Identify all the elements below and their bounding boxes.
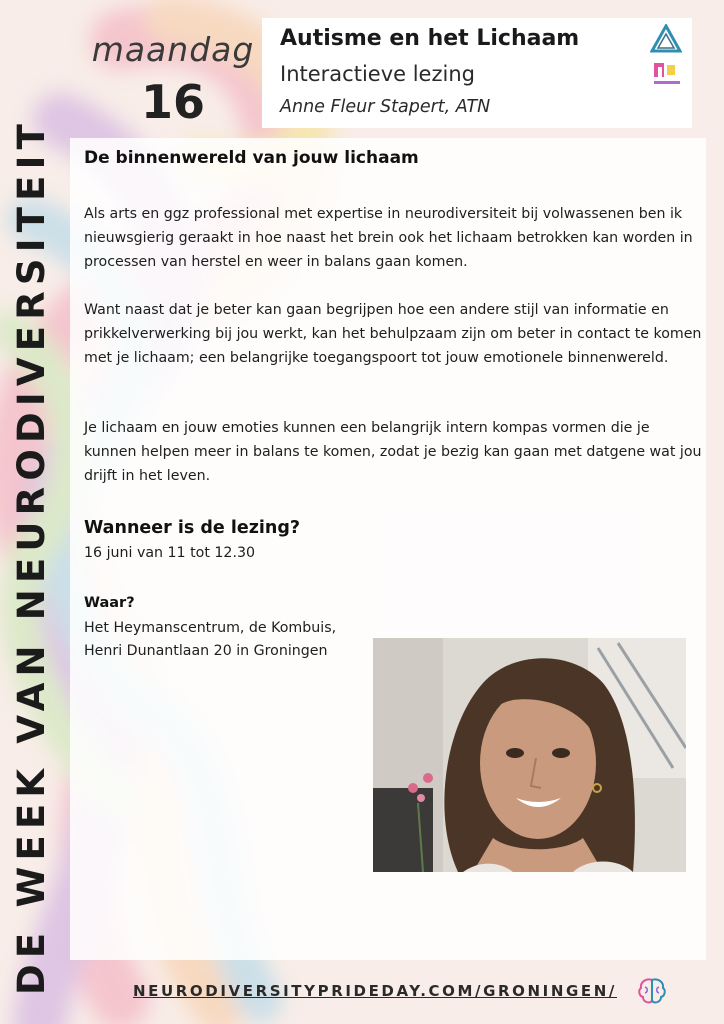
where-heading: Waar? — [84, 595, 135, 611]
when-heading: Wanneer is de lezing? — [84, 518, 301, 538]
footer-website-link[interactable]: NEURODIVERSITYPRIDEDAY.COM/GRONINGEN/ — [133, 982, 617, 1000]
content-card — [70, 138, 706, 960]
event-subtitle: Interactieve lezing — [280, 62, 475, 86]
when-value: 16 juni van 11 tot 12.30 — [84, 545, 256, 561]
event-title: Autisme en het Lichaam — [280, 26, 580, 51]
speaker-name: Anne Fleur Stapert, ATN — [280, 97, 491, 117]
where-address-line: Henri Dunantlaan 20 in Groningen — [84, 643, 328, 659]
day-number: 16 — [140, 75, 205, 129]
day-name: maandag — [91, 30, 255, 69]
day-block — [78, 28, 268, 130]
week-banner-text: DE WEEK VAN NEURODIVERSITEIT — [10, 117, 53, 995]
section-heading: De binnenwereld van jouw lichaam — [84, 148, 419, 168]
body-paragraph: Je lichaam en jouw emoties kunnen een belangrijk intern kompas vormen die je kunnen helpen meer in balans te komen, zodat je bezig kan gaan met datgene wat jou drijft in het leven. — [84, 420, 702, 484]
where-address-line: Het Heymanscentrum, de Kombuis, — [84, 620, 337, 636]
speaker-photo — [373, 638, 686, 872]
triangle-logo-icon — [650, 24, 682, 54]
partner-logo-icon — [650, 60, 684, 90]
body-paragraph: Want naast dat je beter kan gaan begrijpen hoe een andere stijl van informatie en prikkelverwerking bij jou werkt, kan het behulpzaam zijn om beter in contact te komen met je lichaam; een belangrijke toegangspoort tot jouw emotionele binnenwereld. — [84, 302, 702, 366]
header-card — [262, 18, 692, 128]
body-paragraph: Als arts en ggz professional met expertise in neurodiversiteit bij volwassenen ben ik nieuwsgierig geraakt in hoe naast het brein ook het lichaam betrokken kan worden in processen van herstel en weer in balans gaan komen. — [84, 206, 693, 270]
speaker-portrait-illustration — [373, 638, 686, 872]
brain-icon — [636, 976, 668, 1006]
